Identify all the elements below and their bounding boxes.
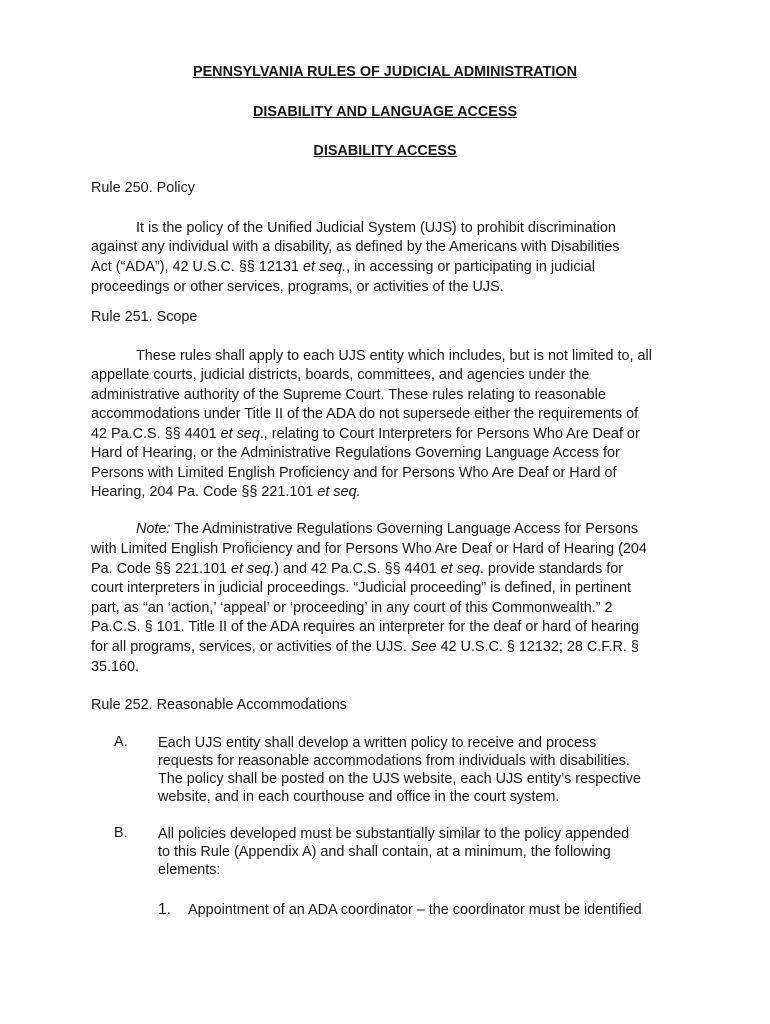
list-marker-1: 1. <box>158 901 171 918</box>
rule-251-text-line: Persons with Limited English Proficiency and for Persons Who Are Deaf or Hard of <box>91 465 617 481</box>
document-title: PENNSYLVANIA RULES OF JUDICIAL ADMINISTRATION <box>192 64 578 80</box>
document-subtitle: DISABILITY AND LANGUAGE ACCESS <box>252 104 518 120</box>
rule-250-text-line: against any individual with a disability, as defined by the Americans with Disabilities <box>91 239 620 255</box>
list-item-a-line: The policy shall be posted on the UJS website, each UJS entity’s respective <box>158 771 641 787</box>
list-marker-b: B. <box>114 825 128 841</box>
list-item-a-line: website, and in each courthouse and office in the court system. <box>158 789 560 805</box>
note-text-line: Note: The Administrative Regulations Governing Language Access for Persons <box>136 521 639 537</box>
rule-250-heading: Rule 250. Policy <box>91 180 195 196</box>
list-item-b-line: All policies developed must be substantially similar to the policy appended <box>158 826 630 842</box>
rule-251-text-line: administrative authority of the Supreme Court. These rules relating to reasonable <box>91 387 606 403</box>
list-item-b-line: elements: <box>158 862 221 878</box>
rule-251-text-line: appellate courts, judicial districts, boards, committees, and agencies under the <box>91 367 590 383</box>
list-item-1-line: Appointment of an ADA coordinator – the coordinator must be identified <box>188 902 642 918</box>
note-text-line: Pa.C.S. § 101. Title II of the ADA requires an interpreter for the deaf or hard of hearing <box>91 619 639 635</box>
rule-251-text-line: accommodations under Title II of the ADA do not supersede either the requirements of <box>91 406 639 422</box>
rule-251-text-line: 42 Pa.C.S. §§ 4401 et seq., relating to Court Interpreters for Persons Who Are Deaf or <box>91 426 640 442</box>
note-text-line: part, as “an ‘action,’ ‘appeal’ or ‘proceeding’ in any court of this Commonwealth.” 2 <box>91 600 613 616</box>
note-label: Note: <box>136 521 171 537</box>
note-text-line: for all programs, services, or activities of the UJS. See 42 U.S.C. § 12132; 28 C.F.R. § <box>91 639 639 655</box>
list-item-a-line: Each UJS entity shall develop a written policy to receive and process <box>158 735 597 751</box>
list-item-a-line: requests for reasonable accommodations from individuals with disabilities. <box>158 753 630 769</box>
note-text-line: with Limited English Proficiency and for Persons Who Are Deaf or Hard of Hearing (204 <box>91 541 647 557</box>
rule-251-text-line: Hard of Hearing, or the Administrative Regulations Governing Language Access for <box>91 445 620 461</box>
list-item-b-line: to this Rule (Appendix A) and shall contain, at a minimum, the following <box>158 844 611 860</box>
rule-251-text-line: Hearing, 204 Pa. Code §§ 221.101 et seq. <box>91 484 361 500</box>
rule-251-heading: Rule 251. Scope <box>91 309 198 325</box>
rule-251-text-line: These rules shall apply to each UJS entity which includes, but is not limited to, all <box>136 348 652 364</box>
rule-250-text-line: proceedings or other services, programs, or activities of the UJS. <box>91 279 504 295</box>
note-text-line: court interpreters in judicial proceedings. “Judicial proceeding” is defined, in pertinent <box>91 580 631 596</box>
note-text-line: 35.160. <box>91 659 140 675</box>
rule-252-heading: Rule 252. Reasonable Accommodations <box>91 697 347 713</box>
note-text-line: Pa. Code §§ 221.101 et seq.) and 42 Pa.C.S. §§ 4401 et seq. provide standards for <box>91 561 624 577</box>
list-marker-a: A. <box>114 734 128 750</box>
section-heading: DISABILITY ACCESS <box>313 143 457 159</box>
rule-250-text-line: It is the policy of the Unified Judicial System (UJS) to prohibit discrimination <box>136 220 616 236</box>
rule-250-text-line: Act (“ADA”), 42 U.S.C. §§ 12131 et seq., in accessing or participating in judicial <box>91 259 595 275</box>
